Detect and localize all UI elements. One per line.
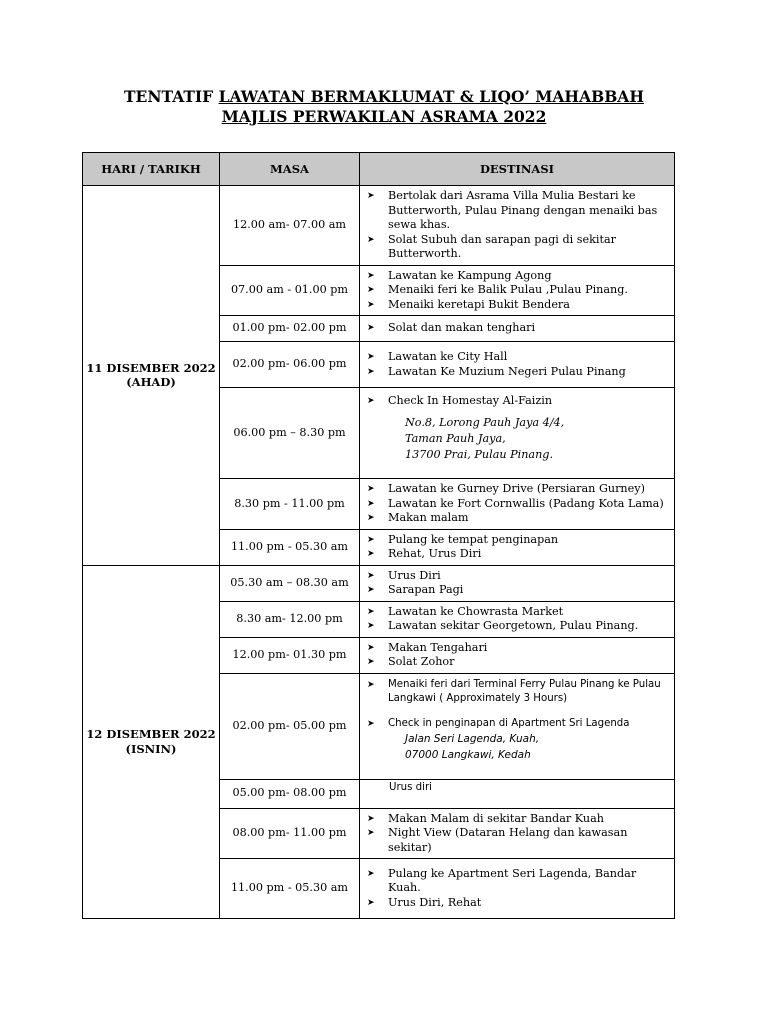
schedule-table: [82, 152, 675, 919]
list-item: Urus Diri: [388, 568, 441, 582]
destination-cell: [360, 388, 675, 479]
arrow-bullet-icon: ➤: [367, 897, 375, 908]
destination-cell: [360, 808, 675, 859]
destination-cell: [360, 673, 675, 779]
arrow-bullet-icon: ➤: [367, 366, 375, 377]
arrow-bullet-icon: ➤: [367, 352, 375, 362]
address-line: Taman Pauh Jaya,: [405, 431, 506, 445]
list-item: Night View (Dataran Helang dan kawasan sekitar): [388, 826, 628, 854]
arrow-bullet-icon: ➤: [367, 718, 375, 729]
list-item: Solat Zohor: [388, 655, 455, 668]
time-cell: 06.00 pm – 8.30 pm: [220, 388, 360, 479]
time-cell: 02.00 pm- 06.00 pm: [220, 342, 360, 388]
list-item: Makan Malam di sekitar Bandar Kuah: [388, 811, 604, 825]
day-date: 11 DISEMBER 2022: [86, 360, 216, 375]
arrow-bullet-icon: ➤: [367, 585, 375, 595]
arrow-bullet-icon: ➤: [367, 484, 375, 494]
destination-cell: [360, 637, 675, 673]
destination-cell: [360, 265, 675, 316]
list-item: Check In Homestay Al-Faizin: [388, 394, 553, 407]
time-cell: 07.00 am - 01.00 pm: [220, 265, 360, 316]
destination-cell: [360, 186, 675, 266]
table-row: [83, 565, 675, 601]
list-item: Bertolak dari Asrama Villa Mulia Bestari ke Butterworth, Pulau Pinang dengan menaiki bas sewa khas.: [388, 189, 658, 231]
destination-cell: [360, 565, 675, 601]
list-item: Makan malam: [388, 511, 469, 524]
destination-cell: [360, 859, 675, 919]
list-item: Lawatan ke Chowrasta Market: [388, 604, 564, 618]
destination-cell: Urus diri: [360, 779, 675, 808]
title-prefix: TENTATIF: [124, 87, 219, 106]
arrow-bullet-icon: ➤: [367, 513, 375, 523]
destination-cell: [360, 601, 675, 637]
arrow-bullet-icon: ➤: [367, 534, 375, 545]
arrow-bullet-icon: ➤: [367, 285, 375, 295]
destination-cell: [360, 342, 675, 388]
list-item: Pulang ke tempat penginapan: [388, 532, 559, 546]
arrow-bullet-icon: ➤: [367, 570, 375, 581]
list-item: Menaiki feri dari Terminal Ferry Pulau Pinang ke Pulau Langkawi ( Approximately 3 Hours): [388, 678, 661, 704]
header-row: [83, 153, 675, 186]
address-line: Jalan Seri Lagenda, Kuah,: [405, 733, 540, 745]
document-title-line2: MAJLIS PERWAKILAN ASRAMA 2022: [221, 107, 547, 126]
arrow-bullet-icon: ➤: [367, 323, 375, 334]
list-item: Lawatan ke Kampung Agong: [388, 268, 552, 282]
list-item: Menaiki feri ke Balik Pulau ,Pulau Pinang.: [388, 283, 628, 296]
address-line: 13700 Prai, Pulau Pinang.: [405, 447, 554, 461]
arrow-bullet-icon: ➤: [367, 606, 375, 617]
list-item: Solat dan makan tenghari: [388, 321, 536, 335]
time-cell: 11.00 pm - 05.30 am: [220, 859, 360, 919]
list-item: Sarapan Pagi: [388, 583, 464, 596]
list-item: Solat Subuh dan sarapan pagi di sekitar Butterworth.: [388, 232, 616, 260]
title-underlined: LAWATAN BERMAKLUMAT & LIQO’ MAHABBAH: [218, 87, 644, 106]
arrow-bullet-icon: ➤: [367, 621, 375, 631]
destination-cell: [360, 529, 675, 565]
list-item: Rehat, Urus Diri: [388, 547, 482, 560]
list-item: Menaiki keretapi Bukit Bendera: [388, 297, 570, 311]
address-line: No.8, Lorong Pauh Jaya 4/4,: [405, 415, 565, 429]
time-cell: 05.00 pm- 08.00 pm: [220, 779, 360, 808]
list-item: Check in penginapan di Apartment Sri Lagenda: [388, 717, 630, 729]
arrow-bullet-icon: ➤: [367, 396, 375, 406]
day-cell-1: [83, 186, 220, 566]
list-item: Makan Tengahari: [388, 640, 488, 654]
arrow-bullet-icon: ➤: [367, 191, 375, 201]
time-cell: 01.00 pm- 02.00 pm: [220, 316, 360, 342]
arrow-bullet-icon: ➤: [367, 642, 375, 653]
list-item: Lawatan ke Gurney Drive (Persiaran Gurney): [388, 482, 645, 495]
header-hari: HARI / TARIKH: [83, 153, 220, 186]
time-cell: 12.00 pm- 01.30 pm: [220, 637, 360, 673]
time-cell: 11.00 pm - 05.30 am: [220, 529, 360, 565]
arrow-bullet-icon: ➤: [367, 679, 375, 690]
time-cell: 05.30 am – 08.30 am: [220, 565, 360, 601]
time-cell: 8.30 pm - 11.00 pm: [220, 479, 360, 530]
arrow-bullet-icon: ➤: [367, 868, 375, 879]
arrow-bullet-icon: ➤: [367, 498, 375, 509]
time-cell: 8.30 am- 12.00 pm: [220, 601, 360, 637]
list-item: Lawatan sekitar Georgetown, Pulau Pinang.: [388, 619, 639, 632]
list-item: Pulang ke Apartment Seri Lagenda, Bandar Kuah.: [388, 866, 637, 895]
arrow-bullet-icon: ➤: [367, 299, 375, 310]
header-masa: MASA: [220, 153, 360, 186]
arrow-bullet-icon: ➤: [367, 813, 375, 824]
time-cell: 02.00 pm- 05.00 pm: [220, 673, 360, 779]
address-line: 07000 Langkawi, Kedah: [405, 749, 531, 761]
day-date: 12 DISEMBER 2022: [86, 727, 216, 742]
list-item: Lawatan Ke Muzium Negeri Pulau Pinang: [388, 364, 626, 378]
destination-cell: [360, 316, 675, 342]
day-weekday: (AHAD): [126, 375, 176, 390]
document-title-line1: [0, 87, 768, 107]
list-item: Urus Diri, Rehat: [388, 895, 482, 909]
arrow-bullet-icon: ➤: [367, 234, 375, 245]
arrow-bullet-icon: ➤: [367, 657, 375, 667]
day-weekday: (ISNIN): [125, 741, 177, 756]
arrow-bullet-icon: ➤: [367, 270, 375, 281]
time-cell: 12.00 am- 07.00 am: [220, 186, 360, 266]
header-destinasi: DESTINASI: [360, 153, 675, 186]
time-cell: 08.00 pm- 11.00 pm: [220, 808, 360, 859]
day-cell-2: [83, 565, 220, 919]
list-item: Lawatan ke City Hall: [388, 350, 508, 363]
table-row: [83, 186, 675, 266]
list-item: Lawatan ke Fort Cornwallis (Padang Kota Lama): [388, 496, 664, 510]
arrow-bullet-icon: ➤: [367, 828, 375, 838]
destination-cell: [360, 479, 675, 530]
arrow-bullet-icon: ➤: [367, 549, 375, 559]
